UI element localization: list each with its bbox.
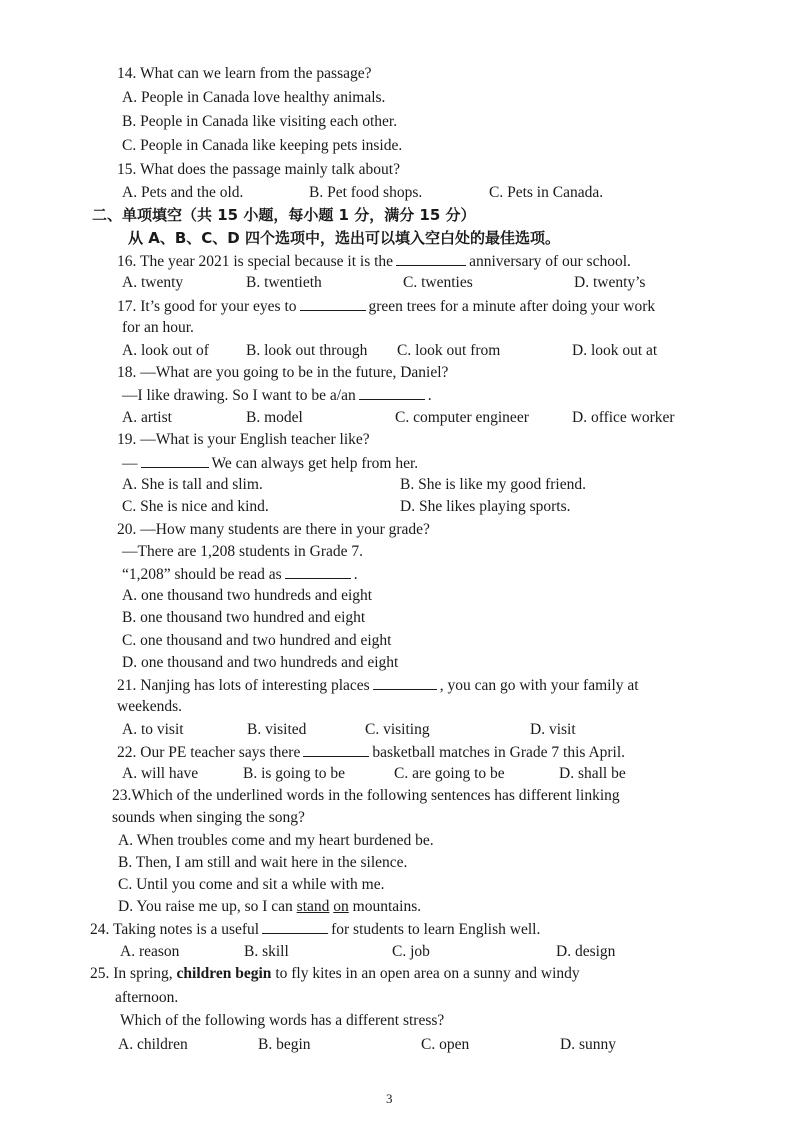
question-25-stem-before: 25. In spring,	[90, 965, 177, 982]
question-15-option-a: A. Pets and the old.	[122, 184, 244, 201]
question-25-stem	[90, 964, 580, 984]
question-20-line2: —There are 1,208 students in Grade 7.	[122, 543, 364, 560]
question-25-option-d: D. sunny	[560, 1036, 616, 1053]
question-23-option-c: C. Until you come and sit a while with me.	[118, 876, 385, 893]
question-21-stem-before: 21. Nanjing has lots of interesting places	[117, 677, 370, 694]
question-20-line1: 20. —How many students are there in your grade?	[117, 521, 430, 538]
question-16-stem-after: anniversary of our school.	[469, 253, 631, 270]
question-15-option-c: C. Pets in Canada.	[489, 184, 604, 201]
question-16-option-b: B. twentieth	[246, 274, 322, 291]
question-20-line3	[122, 564, 358, 585]
question-19-option-b: B. She is like my good friend.	[400, 476, 586, 493]
question-20-option-a: A. one thousand two hundreds and eight	[122, 587, 373, 604]
question-23-option-b: B. Then, I am still and wait here in the silence.	[118, 854, 408, 871]
page-number: 3	[386, 1091, 393, 1106]
question-18-line2	[122, 385, 432, 406]
question-24-option-a: A. reason	[120, 943, 180, 960]
question-22-stem-after: basketball matches in Grade 7 this April.	[372, 744, 626, 761]
question-23-option-d-before: D. You raise me up, so I can	[118, 898, 297, 915]
question-15-option-b: B. Pet food shops.	[309, 184, 423, 201]
answer-blank	[359, 385, 425, 400]
answer-blank	[285, 564, 351, 579]
question-22-option-d: D. shall be	[559, 765, 626, 782]
question-23-stem-cont: sounds when singing the song?	[112, 809, 305, 826]
underlined-word: stand	[296, 898, 330, 915]
question-17-stem	[117, 296, 655, 317]
question-23-stem: 23.Which of the underlined words in the following sentences has different linking	[112, 787, 620, 804]
question-20-option-b: B. one thousand two hundred and eight	[122, 609, 366, 626]
question-17-stem-cont: for an hour.	[122, 319, 194, 336]
question-18-option-c: C. computer engineer	[395, 409, 529, 426]
question-22-option-a: A. will have	[122, 765, 199, 782]
question-16-stem	[117, 251, 631, 272]
question-25-stem-cont: afternoon.	[115, 989, 179, 1006]
question-14-option-c: C. People in Canada like keeping pets inside.	[122, 137, 403, 154]
question-23-option-d	[118, 897, 421, 917]
question-18-option-a: A. artist	[122, 409, 172, 426]
question-20-option-c: C. one thousand and two hundred and eight	[122, 632, 392, 649]
answer-blank	[141, 453, 209, 468]
underlined-word: on	[333, 898, 349, 915]
question-18-line2-after: .	[427, 387, 432, 404]
question-23-option-a: A. When troubles come and my heart burdened be.	[118, 832, 434, 849]
question-17-option-c: C. look out from	[397, 342, 501, 359]
question-16-option-d: D. twenty’s	[574, 274, 646, 291]
question-25-stem-after: to fly kites in an open area on a sunny and windy	[271, 965, 580, 982]
question-24-option-c: C. job	[392, 943, 430, 960]
question-14-stem: 14. What can we learn from the passage?	[117, 65, 372, 82]
question-21-stem-after: , you can go with your family at	[439, 677, 639, 694]
question-22-stem-before: 22. Our PE teacher says there	[117, 744, 301, 761]
question-21-stem	[117, 675, 639, 696]
question-17-stem-after: green trees for a minute after doing your work	[368, 298, 656, 315]
question-23-option-d-after: mountains.	[348, 898, 422, 915]
question-25-sub: Which of the following words has a different stress?	[120, 1012, 445, 1029]
question-22-option-b: B. is going to be	[243, 765, 346, 782]
question-14-option-a: A. People in Canada love healthy animals.	[122, 89, 386, 106]
section-2-instruction: 从 A、B、C、D 四个选项中，选出可以填入空白处的最佳选项。	[128, 229, 560, 247]
question-21-option-b: B. visited	[247, 721, 307, 738]
answer-blank	[262, 919, 328, 934]
question-22-option-c: C. are going to be	[394, 765, 505, 782]
question-19-option-d: D. She likes playing sports.	[400, 498, 571, 515]
question-20-line3-before: “1,208” should be read as	[122, 566, 282, 583]
question-22-stem	[117, 742, 625, 763]
section-2-title: 二、单项填空（共 15 小题，每小题 1 分，满分 15 分）	[92, 206, 476, 224]
question-19-line2-before: —	[122, 455, 138, 472]
answer-blank	[373, 675, 437, 690]
question-15-stem: 15. What does the passage mainly talk about?	[117, 161, 400, 178]
question-14-option-b: B. People in Canada like visiting each other.	[122, 113, 398, 130]
question-21-option-c: C. visiting	[365, 721, 430, 738]
answer-blank	[396, 251, 466, 266]
question-20-line3-after: .	[353, 566, 358, 583]
question-25-option-c: C. open	[421, 1036, 470, 1053]
question-24-stem-after: for students to learn English well.	[331, 921, 541, 938]
question-18-option-b: B. model	[246, 409, 303, 426]
question-20-option-d: D. one thousand and two hundreds and eight	[122, 654, 399, 671]
question-19-line1: 19. —What is your English teacher like?	[117, 431, 370, 448]
question-17-option-a: A. look out of	[122, 342, 209, 359]
question-16-option-c: C. twenties	[403, 274, 473, 291]
question-19-line2-after: We can always get help from her.	[211, 455, 419, 472]
question-17-option-d: D. look out at	[572, 342, 658, 359]
question-25-stem-bold: children begin	[176, 965, 272, 982]
question-16-option-a: A. twenty	[122, 274, 184, 291]
question-18-option-d: D. office worker	[572, 409, 675, 426]
question-19-line2	[122, 453, 418, 474]
question-24-option-b: B. skill	[244, 943, 289, 960]
question-24-option-d: D. design	[556, 943, 616, 960]
answer-blank	[300, 296, 366, 311]
answer-blank	[303, 742, 369, 757]
question-16-stem-before: 16. The year 2021 is special because it is the	[117, 253, 394, 270]
question-24-stem-before: 24. Taking notes is a useful	[90, 921, 260, 938]
question-18-line2-before: —I like drawing. So I want to be a/an	[122, 387, 356, 404]
question-18-line1: 18. —What are you going to be in the future, Daniel?	[117, 364, 449, 381]
question-25-option-a: A. children	[118, 1036, 188, 1053]
question-19-option-c: C. She is nice and kind.	[122, 498, 269, 515]
question-21-option-d: D. visit	[530, 721, 576, 738]
question-21-option-a: A. to visit	[122, 721, 184, 738]
question-24-stem	[90, 919, 540, 940]
question-21-stem-cont: weekends.	[117, 698, 182, 715]
question-19-option-a: A. She is tall and slim.	[122, 476, 263, 493]
question-17-option-b: B. look out through	[246, 342, 368, 359]
question-17-stem-before: 17. It’s good for your eyes to	[117, 298, 297, 315]
question-25-option-b: B. begin	[258, 1036, 311, 1053]
